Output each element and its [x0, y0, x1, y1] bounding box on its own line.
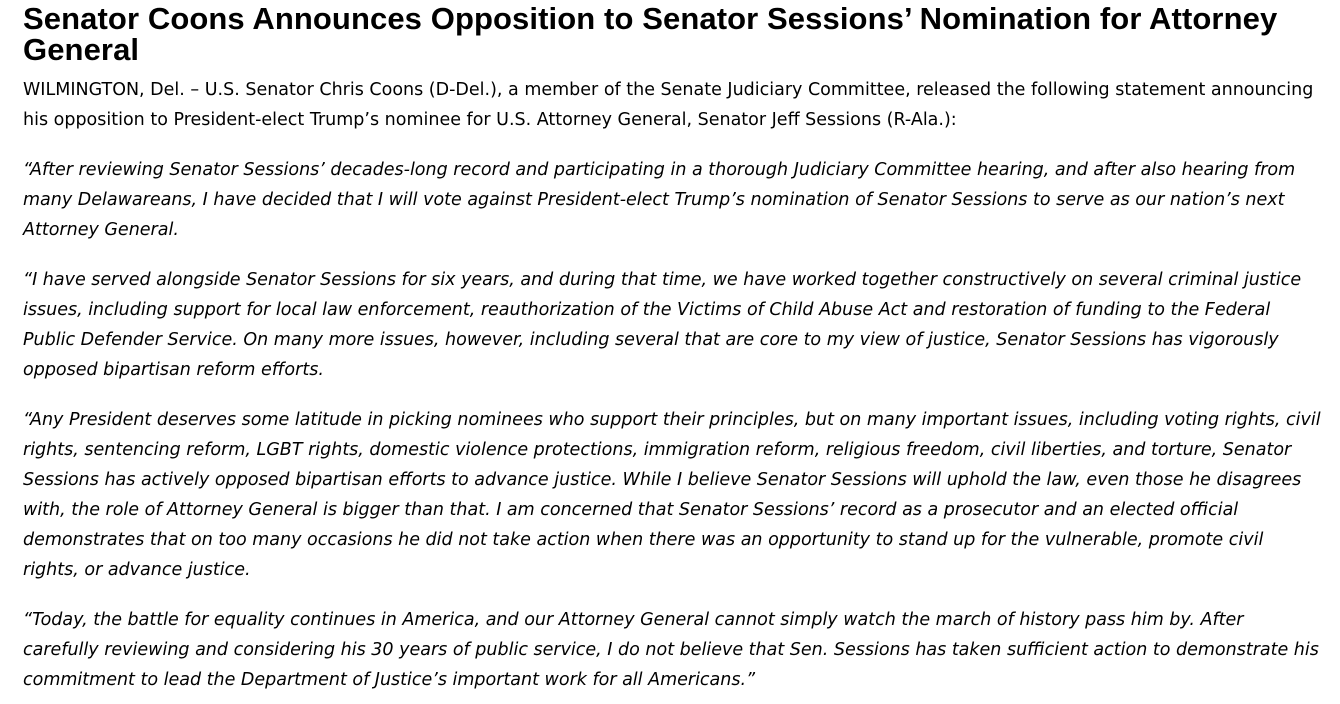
headline: Senator Coons Announces Opposition to Senator Sessions’ Nomination for Attorney General — [23, 1, 1278, 67]
press-release — [23, 0, 1323, 695]
quote-paragraph-2: “I have served alongside Senator Sessions for six years, and during that time, we have worked together constructively on several criminal justice issues, including support for local law enforcement, reauthorization of the Victims of Child Abuse Act and restoration of funding to the Federal Public Defender Service. On many more issues, however, including several that are core to my view of justice, Senator Sessions has vigorously opposed bipartisan reform efforts. — [23, 270, 1302, 380]
quote-paragraph-1: “After reviewing Senator Sessions’ decades-long record and participating in a thorough Judiciary Committee hearing, and after also hearing from many Delawareans, I have decided that I will vote against President-elect Trump’s nomination of Senator Sessions to serve as our nation’s next Attorney General. — [23, 160, 1296, 240]
quote-paragraph-4: “Today, the battle for equality continues in America, and our Attorney General cannot simply watch the march of history pass him by. After carefully reviewing and considering his 30 years of public service, I do not believe that Sen. Sessions has taken sufficient action to demonstrate his commitment to lead the Department of Justice’s important work for all Americans.” — [23, 610, 1319, 690]
quote-paragraph-3: “Any President deserves some latitude in picking nominees who support their principles, but on many important issues, including voting rights, civil rights, sentencing reform, LGBT rights, domestic violence protections, immigration reform, religious freedom, civil liberties, and torture, Senator Sessions has actively opposed bipartisan efforts to advance justice. While I believe Senator Sessions will uphold the law, even those he disagrees with, the role of Attorney General is bigger than that. I am concerned that Senator Sessions’ record as a prosecutor and an elected official demonstrates that on too many occasions he did not take action when there was an opportunity to stand up for the vulnerable, promote civil rights, or advance justice. — [23, 410, 1321, 580]
lede-paragraph: WILMINGTON, Del. – U.S. Senator Chris Coons (D-Del.), a member of the Senate Judiciary Committee, released the following statement announcing his opposition to President-elect Trump’s nominee for U.S. Attorney General, Senator Jeff Sessions (R-Ala.): — [23, 80, 1314, 130]
